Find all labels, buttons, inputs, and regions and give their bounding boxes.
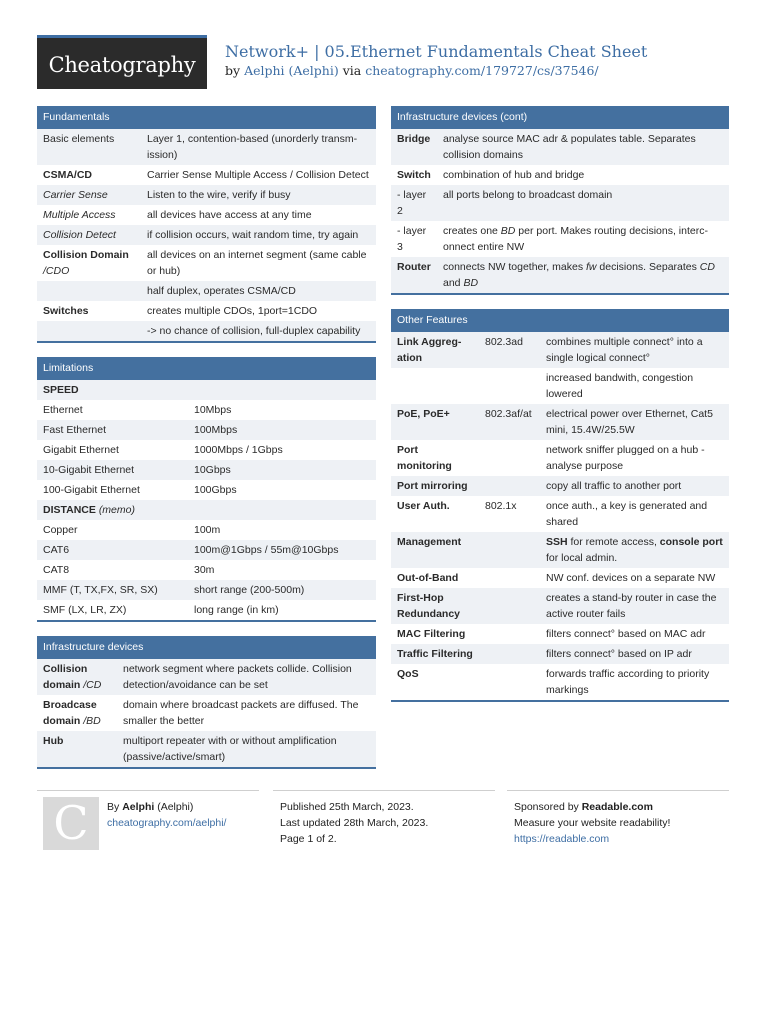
table-row [391,332,729,368]
limitations-section [37,357,376,622]
row-standard [479,588,540,624]
text-part-italic: CD [699,261,715,273]
row-key: QoS [397,668,419,680]
row-key: Collision Detect [37,225,141,245]
row-value: once auth., a key is generated and shared [546,500,708,528]
row-value: increased bandwith, congestion lowered [546,372,694,400]
row-standard [479,644,540,664]
row-value: 30m [194,564,215,576]
table-row [37,205,376,225]
table-row [37,480,376,500]
table-row [37,560,376,580]
footer-divider [37,790,259,791]
row-key: User Auth. [397,500,450,512]
section-title: Limitations [37,357,376,380]
section-title: Infrastructure devices [37,636,376,659]
row-key: Port mirroring [391,476,479,496]
row-key: Switches [43,305,89,317]
footer-divider [273,790,495,791]
row-value: Carrier Sense Multiple Access / Collision Detect [147,169,369,181]
row-key [37,321,141,341]
row-key: Link Aggregation [391,332,479,368]
footer-divider [507,790,729,791]
updated-date: Last updated 28th March, 2023. [280,817,429,829]
row-value: analyse source MAC adr & populates table. Separates collision domains [437,129,729,165]
row-standard [479,440,540,476]
row-value: NW conf. devices on a separate NW [546,572,716,584]
sponsor-link[interactable]: https://readable.com [514,833,610,845]
row-key: - layer 2 [391,185,437,221]
page-title: Network+ | 05.Ethernet Fundamentals Cheat Sheet [225,42,648,61]
published-date: Published 25th March, 2023. [280,801,414,813]
row-key: Carrier Sense [37,185,141,205]
row-value [437,257,729,293]
table-row [391,165,729,185]
row-value: Layer 1, contention-based (unorderly transmission) [141,129,376,165]
author-name-link[interactable]: Aelphi [122,801,155,813]
table-row [37,600,376,620]
row-value: network sniffer plugged on a hub - analyse purpose [546,444,705,472]
text-part-bold: SSH [546,536,568,548]
text-part: decisions. Separates [596,261,700,273]
row-key: Gigabit Ethernet [43,444,119,456]
row-key: - layer 3 [397,225,427,253]
author-profile-link[interactable]: cheatography.com/aelphi/ [107,817,227,829]
row-key: Hub [37,731,117,767]
table-row [37,659,376,695]
table-row [37,129,376,165]
table-row [391,588,729,624]
table-row [37,281,376,301]
avatar-letter: C [53,796,89,850]
row-key: First-Hop Redundancy [391,588,479,624]
row-value: if collision occurs, wait random time, try again [141,225,376,245]
row-key: CSMA/CD [43,169,92,181]
row-value: half duplex, operates CSMA/CD [141,281,376,301]
row-key [37,659,117,695]
row-value: 10Mbps [194,404,232,416]
table-row [37,731,376,767]
fundamentals-section [37,106,376,343]
row-value: creates a stand-by router in case the active router fails [540,588,729,624]
section-title: Infrastructure devices (cont) [391,106,729,129]
row-value: 10Gbps [188,460,376,480]
row-key: Multiple Access [43,209,116,221]
table-row [391,496,729,532]
row-key: Port monitoring [397,444,452,472]
row-key-bold: Broadcase domain [43,699,97,727]
sponsor-line [514,799,670,815]
table-row [37,185,376,205]
row-value: combines multiple connect° into a single logical connect° [540,332,729,368]
row-key [37,245,141,281]
author-link[interactable]: Aelphi (Aelphi) [244,63,339,78]
row-value: copy all traffic to another port [540,476,729,496]
row-value: creates multiple CDOs, 1port=1CDO [147,305,318,317]
table-row [391,624,729,644]
row-key-abbr: /BD [83,715,101,727]
row-key: Ethernet [43,404,83,416]
row-key [37,281,141,301]
table-row [391,185,729,221]
table-row [37,440,376,460]
row-key: Copper [43,524,78,536]
sponsor-name[interactable]: Readable.com [581,801,653,813]
row-key: CAT6 [37,540,188,560]
text-part: for local admin. [546,552,618,564]
row-value: all ports belong to broadcast domain [437,185,729,221]
row-key: 100-Gigabit Ethernet [43,484,140,496]
row-value: filters connect° based on IP adr [540,644,729,664]
table-row [37,245,376,281]
table-row [37,540,376,560]
row-standard: 802.3ad [479,332,540,368]
text-part-bold: console port [659,536,723,548]
row-value: electrical power over Ethernet, Cat5 mini, 15.4W/25.5W [540,404,729,440]
by-label: By [107,801,120,813]
table-row [37,301,376,321]
row-value: all devices have access at any time [147,209,312,221]
row-key: Fast Ethernet [37,420,188,440]
row-key: PoE, PoE+ [391,404,479,440]
row-standard [479,532,540,568]
row-standard [479,368,540,404]
author-avatar[interactable] [43,797,99,850]
row-value [437,221,729,257]
row-key-abbr: /CD [83,679,102,691]
row-key: Out-of-Band [397,572,459,584]
right-column [391,106,729,716]
fundamentals-table [37,129,376,341]
footer-sponsor [514,799,670,847]
row-key: MMF (T, TX,FX, SR, SX) [37,580,188,600]
table-row [391,664,729,700]
row-key: CAT8 [43,564,70,576]
row-value: 100Mbps [188,420,376,440]
text-part-italic: BD [463,277,479,289]
row-value: 100m [194,524,221,536]
row-key: MAC Filtering [397,628,466,640]
row-value: 1000Mbps / 1Gbps [194,444,283,456]
other-features-table [391,332,729,700]
sheet-url-link[interactable]: cheatography.com/179727/cs/37546/ [365,63,599,78]
table-row [391,129,729,165]
logo-text: Cheatography [48,53,196,77]
distance-memo: (memo) [98,504,135,516]
infrastructure-cont-section [391,106,729,295]
row-value: forwards traffic according to priority markings [546,668,710,696]
sponsor-tagline: Measure your website readability! [514,817,671,829]
section-title: Fundamentals [37,106,376,129]
row-key: Management [391,532,479,568]
table-row [37,580,376,600]
row-value: -> no chance of collision, full-duplex capability [141,321,376,341]
footer-author-line [107,799,226,815]
distance-label: DISTANCE [43,504,96,516]
sponsored-label: Sponsored by [514,801,579,813]
table-row [37,165,376,185]
subheading-distance [37,500,376,520]
limitations-table [37,380,376,620]
row-standard [479,664,540,700]
table-row [37,500,376,520]
text-part: and [443,277,464,289]
row-value: network segment where packets collide. Collision detection/avoidance can be set [117,659,376,695]
table-row [37,460,376,480]
row-key: Switch [397,169,431,181]
footer-author [107,799,226,831]
row-key-abbr: /CDO [43,265,70,277]
table-row [37,225,376,245]
row-value [540,532,729,568]
infrastructure-section [37,636,376,769]
cheatography-logo[interactable] [37,35,207,89]
text-part: for remote access, [567,536,660,548]
row-key: Router [391,257,437,293]
page-footer [37,790,729,860]
table-row [37,380,376,400]
row-value: short range (200-500m) [188,580,376,600]
table-row [37,321,376,341]
other-features-section [391,309,729,702]
row-standard [479,476,540,496]
row-key: 10-Gigabit Ethernet [37,460,188,480]
table-row [391,404,729,440]
byline [225,63,599,78]
row-key: Bridge [391,129,437,165]
row-standard: 802.1x [485,500,517,512]
row-key [37,695,117,731]
row-value: 100m@1Gbps / 55m@10Gbps [188,540,376,560]
text-part-italic: fw [585,261,597,273]
table-row [37,400,376,420]
text-part-italic: BD [500,225,516,237]
section-title: Other Features [391,309,729,332]
row-value: 100Gbps [194,484,237,496]
footer-dates [280,799,428,847]
text-part: creates one [443,225,501,237]
table-row [391,440,729,476]
infrastructure-cont-table [391,129,729,293]
infrastructure-table [37,659,376,767]
table-row [391,476,729,496]
page-number: Page 1 of 2. [280,833,337,845]
row-value: combination of hub and bridge [443,169,585,181]
byline-via: via [342,63,362,78]
table-row [391,221,729,257]
row-key: SMF (LX, LR, ZX) [43,604,127,616]
row-key: Traffic Filtering [391,644,479,664]
text-part: per port. Makes routing decisions, interconnect entire NW [443,225,708,253]
table-row [391,532,729,568]
row-value: filters connect° based on MAC adr [546,628,706,640]
author-handle: (Aelphi) [157,801,194,813]
byline-by: by [225,63,241,78]
table-row [391,368,729,404]
row-value: Listen to the wire, verify if busy [141,185,376,205]
left-column [37,106,376,783]
row-value: multiport repeater with or without amplification (passive/active/smart) [117,731,376,767]
row-value: domain where broadcast packets are diffused. The smaller the better [123,699,359,727]
subheading-speed: SPEED [37,380,376,400]
row-standard [479,568,540,588]
row-key: Basic elements [37,129,141,165]
table-row [37,695,376,731]
row-value: all devices on an internet segment (same cable or hub) [147,249,367,277]
text-part: connects NW together, makes [443,261,586,273]
table-row [391,257,729,293]
row-key-bold: Collision domain [43,663,88,691]
row-value: long range (in km) [194,604,279,616]
row-key-bold: Collision Domain [43,249,129,261]
row-key [391,368,479,404]
table-row [37,420,376,440]
table-row [391,644,729,664]
table-row [391,568,729,588]
table-row [37,520,376,540]
row-standard [479,624,540,644]
row-standard: 802.3af/at [479,404,540,440]
